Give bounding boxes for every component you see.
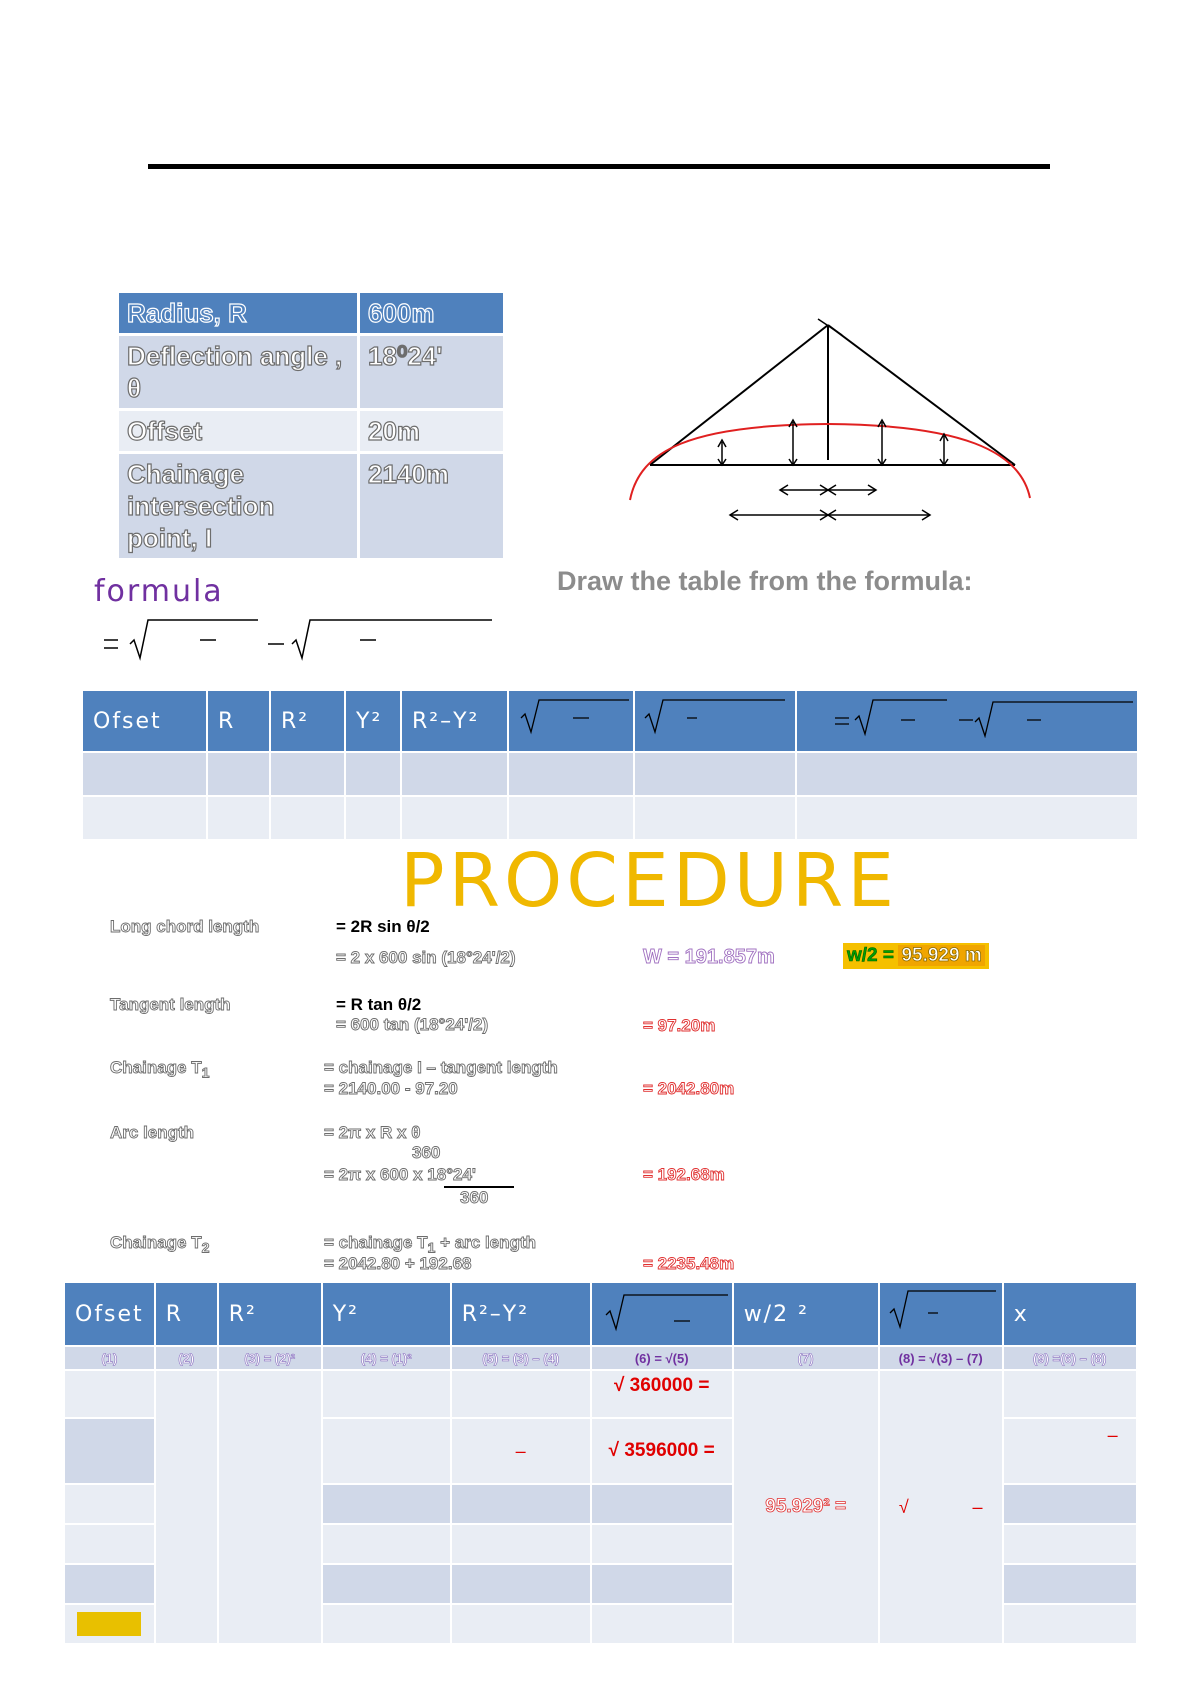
procedure-title: PROCEDURE <box>400 838 899 924</box>
formula-table-row <box>83 797 1137 839</box>
tangent-formula: = R tan θ/2 <box>336 995 422 1014</box>
given-row <box>119 336 503 408</box>
arc-den2: 360 <box>460 1188 489 1207</box>
arc-den1: 360 <box>412 1143 441 1162</box>
given-label: Chainage intersection point, I <box>119 454 357 558</box>
given-label: Deflection angle , θ <box>119 336 357 408</box>
half-chord-label: w/2 = <box>847 945 894 966</box>
chainage-t1-sub: = 2140.00 - 97.20 <box>324 1079 458 1098</box>
calculation-table <box>63 1281 1138 1645</box>
long-chord-formula: = 2R sin θ/2 <box>336 917 430 936</box>
minus-mark: – <box>515 1440 526 1461</box>
col-label: (6) = √(5) <box>592 1347 732 1369</box>
col-header-sqrt <box>592 1283 732 1345</box>
col-label: (2) <box>156 1347 217 1369</box>
draw-caption: Draw the table from the formula: <box>557 566 973 596</box>
minus-mark: – <box>1107 1425 1118 1445</box>
col-label: (9) =(6) – (8) <box>1004 1347 1136 1369</box>
minus-mark: – <box>972 1496 983 1517</box>
formula-symbol <box>797 698 1137 738</box>
given-row <box>119 411 503 451</box>
col-header-r2-y2: R²–Y² <box>402 691 507 751</box>
sqrt-symbol <box>635 698 795 738</box>
arc-result: = 192.68m <box>643 1165 725 1184</box>
sqrt-value-2: √ 3596000 = <box>608 1440 715 1461</box>
col-label: (5) = (3) – (4) <box>452 1347 590 1369</box>
tangent-line-left <box>650 325 828 465</box>
given-value: 20m <box>360 411 503 451</box>
given-value: 2140m <box>360 454 503 558</box>
formula-table-row <box>83 753 1137 795</box>
offset-arrows <box>718 420 948 465</box>
chainage-t2-sub: = 2042.80 + 192.68 <box>324 1254 472 1273</box>
chainage-t2-label: Chainage $T_2$ <box>110 1233 210 1257</box>
col-label: (1) <box>65 1347 154 1369</box>
given-value: 18⁰24' <box>360 336 503 408</box>
long-chord-label: Long chord length <box>110 917 260 936</box>
col-header-offset: Ofset <box>65 1283 154 1345</box>
sqrt-symbol <box>509 698 633 738</box>
col-label: (8) = √(3) – (7) <box>880 1347 1002 1369</box>
col-label: (4) = (1)² <box>323 1347 450 1369</box>
col-header-offset: Ofset <box>83 691 206 751</box>
given-row <box>119 454 503 558</box>
col-label: (3) = (2)² <box>219 1347 321 1369</box>
w2-squared: 95.929² = <box>765 1496 847 1517</box>
col-header-r: R <box>208 691 269 751</box>
top-rule <box>148 164 1050 169</box>
calc-table-header <box>65 1283 1136 1345</box>
arc-line1: = 2π x R x θ <box>324 1123 421 1142</box>
formula-table-header <box>83 691 1137 751</box>
given-label: Radius, R <box>119 293 357 333</box>
distance-arrows <box>730 485 930 520</box>
sqrt-symbol <box>592 1289 732 1333</box>
sqrt-symbol <box>880 1289 1002 1333</box>
col-label: (7) <box>734 1347 878 1369</box>
col-header-y2: Y² <box>323 1283 450 1345</box>
tangent-line-right <box>828 325 1015 465</box>
chainage-t1-formula: = chainage I – tangent length <box>324 1058 558 1077</box>
chainage-t1-result: = 2042.80m <box>643 1079 735 1098</box>
curve-diagram <box>620 310 1040 530</box>
arc-line2: = 2π x 600 x 18°24' <box>324 1165 476 1184</box>
col-header-result <box>797 691 1137 751</box>
chainage-t2-result: = 2235.48m <box>643 1254 735 1273</box>
given-data-table <box>116 290 506 561</box>
tangent-sub: = 600 tan (18°24'/2) <box>336 1015 489 1034</box>
col-header-r2: R² <box>271 691 344 751</box>
col-header-r2: R² <box>219 1283 321 1345</box>
formula-expression <box>100 618 500 664</box>
half-chord-value: 95.929 m <box>898 945 984 966</box>
calc-row <box>65 1371 1136 1417</box>
col-header-w2sq: w/2 ² <box>734 1283 878 1345</box>
intersection-mark <box>818 319 842 335</box>
formula-title: formula <box>94 574 224 609</box>
col-header-r: R <box>156 1283 217 1345</box>
sqrt-value-1: √ 360000 = <box>613 1375 710 1396</box>
col-header-sqrt1 <box>509 691 633 751</box>
formula-table <box>81 689 1139 841</box>
given-value: 600m <box>360 293 503 333</box>
long-chord-sub: = 2 x 600 sin (18°24'/2) <box>336 948 516 967</box>
col-header-r2-y2: R²–Y² <box>452 1283 590 1345</box>
calc-label-row <box>65 1347 1136 1369</box>
highlight-box <box>77 1612 141 1636</box>
tangent-result: = 97.20m <box>643 1016 716 1035</box>
given-label: Offset <box>119 411 357 451</box>
chainage-t1-label: Chainage $T_1$ <box>110 1058 210 1082</box>
col-header-y2: Y² <box>346 691 400 751</box>
col-header-sqrt2 <box>635 691 795 751</box>
chainage-t2-formula: = chainage $T_1$ + arc length <box>324 1233 536 1257</box>
given-row <box>119 293 503 333</box>
tangent-label: Tangent length <box>110 995 231 1014</box>
half-chord-badge <box>843 943 989 969</box>
arc-length-label: Arc length <box>110 1123 195 1142</box>
sqrt-mark: √ <box>898 1496 909 1517</box>
col-header-x: x <box>1004 1283 1136 1345</box>
long-chord-result: W = 191.857m <box>643 946 775 968</box>
col-header-sqrt-minus <box>880 1283 1002 1345</box>
